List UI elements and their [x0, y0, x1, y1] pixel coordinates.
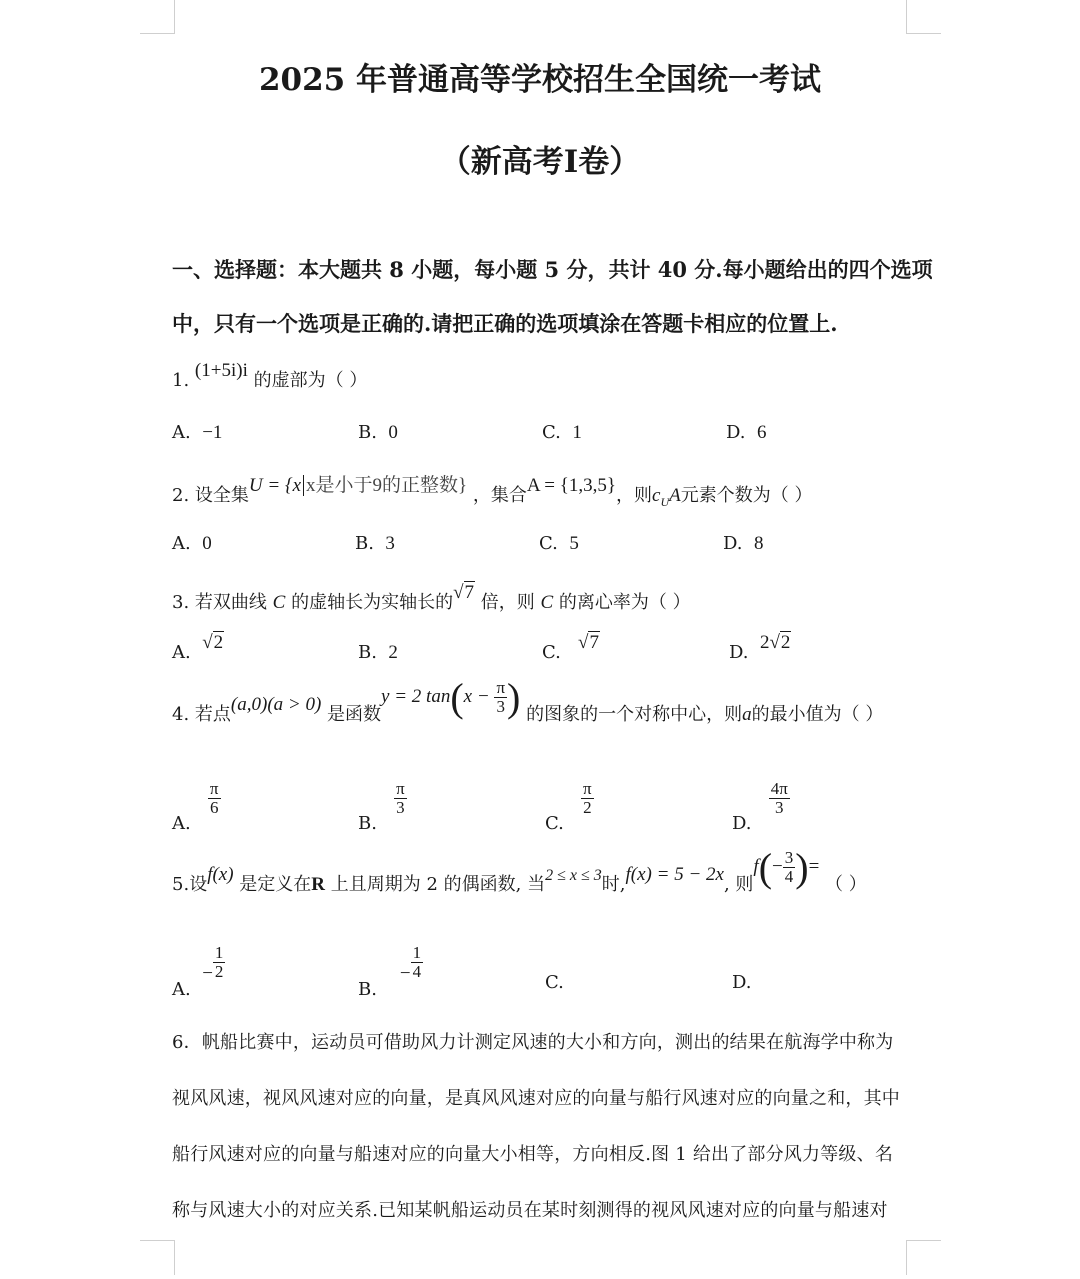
option-b: B. 3: [355, 533, 395, 554]
page-corner-mark: [906, 0, 941, 34]
option-a: A. −1: [172, 422, 223, 443]
option-c: C. 1: [542, 422, 582, 443]
option-b: B. 2: [358, 642, 398, 663]
option-a: A. 0: [172, 533, 212, 554]
complement: $c_UA$: [652, 485, 681, 509]
sqrt-7: √7: [453, 582, 475, 603]
question-number: 2.: [172, 485, 190, 506]
question-number: 4.: [172, 703, 190, 725]
section-heading: 一、选择题：本大题共 8 小题，每小题 5 分，共计 40 分.每小题给出的四个选项: [172, 257, 933, 282]
option-a: A. − $\frac{1}{2}$: [172, 943, 224, 1001]
section-heading-cont: 中，只有一个选项是正确的.请把正确的选项填涂在答题卡相应的位置上.: [172, 311, 838, 336]
option-d: D. 6: [726, 422, 767, 443]
option-d: D.: [732, 972, 752, 993]
option-c: C.: [545, 972, 564, 993]
exam-title: 2025 年普通高等学校招生全国统一考试: [258, 62, 822, 98]
question-number: 5.: [172, 873, 190, 895]
question-5: 5.设f(x) 是定义在R 上且周期为 2 的偶函数, 当2 ≤ x ≤ 3时,f(x) = 5 − 2x, 则f(− $\frac{3}{4}$ )= （ ）: [172, 845, 867, 895]
ask-expr: f(− $\frac{3}{4}$ )=: [753, 845, 820, 890]
option-b: B. 0: [358, 422, 398, 443]
page-corner-mark: [140, 1240, 175, 1275]
option-b: B. − $\frac{1}{4}$: [358, 943, 422, 1001]
question-6-line: 6．帆船比赛中，运动员可借助风力计测定风速的大小和方向，测出的结果在航海学中称为: [172, 1032, 894, 1053]
point-expr: (a,0)(a > 0): [230, 693, 322, 715]
math-expression: (1+5i)i: [194, 360, 248, 381]
option-d: D. $\frac{4\pi}{3}$: [732, 779, 788, 835]
page-corner-mark: [140, 0, 175, 34]
option-d: D. 2√2: [729, 632, 791, 663]
question-1: [172, 360, 368, 392]
option-a: A. √2: [172, 632, 224, 663]
question-2: 2. 设全集U = {x x是小于9的正整数} ，集合A = {1,3,5}，则$c_UA$元素个数为（ ）: [172, 475, 813, 509]
set-u: U = {x x是小于9的正整数}: [248, 475, 468, 496]
question-6-line: 称与风速大小的对应关系.已知某帆船运动员在某时刻测得的视风风速对应的向量与船速对: [172, 1200, 888, 1221]
question-4: 4. 若点(a,0)(a > 0) 是函数y = 2 tan(x − $\frac{\pi}{3}$ ) 的图象的一个对称中心，则a的最小值为（ ）: [172, 675, 884, 725]
option-c: C. 5: [539, 533, 579, 554]
question-6-line: 视风风速，视风风速对应的向量，是真风风速对应的向量与船行风速对应的向量之和，其中: [172, 1088, 900, 1109]
option-c: C. √7: [542, 632, 599, 663]
question-number: 3.: [172, 592, 190, 613]
set-a: A = {1,3,5}: [526, 475, 616, 496]
page-corner-mark: [906, 1240, 941, 1275]
function-expr: y = 2 tan(x − $\frac{\pi}{3}$ ): [381, 675, 521, 720]
option-b: B. $\frac{\pi}{3}$: [358, 779, 405, 835]
question-number: 1.: [172, 370, 190, 391]
option-a: A. $\frac{\pi}{6}$: [172, 779, 219, 835]
exam-subtitle: （新高考Ⅰ卷）: [439, 144, 641, 180]
question-6-line: 船行风速对应的向量与船速对应的向量大小相等，方向相反.图 1 给出了部分风力等级、名: [172, 1144, 894, 1165]
option-d: D. 8: [723, 533, 764, 554]
option-c: C. $\frac{\pi}{2}$: [545, 779, 592, 835]
question-3: 3. 若双曲线 C 的虚轴长为实轴长的√7 倍，则 C 的离心率为（ ）: [172, 582, 691, 613]
question-text: 的虚部为（ ）: [253, 370, 368, 391]
